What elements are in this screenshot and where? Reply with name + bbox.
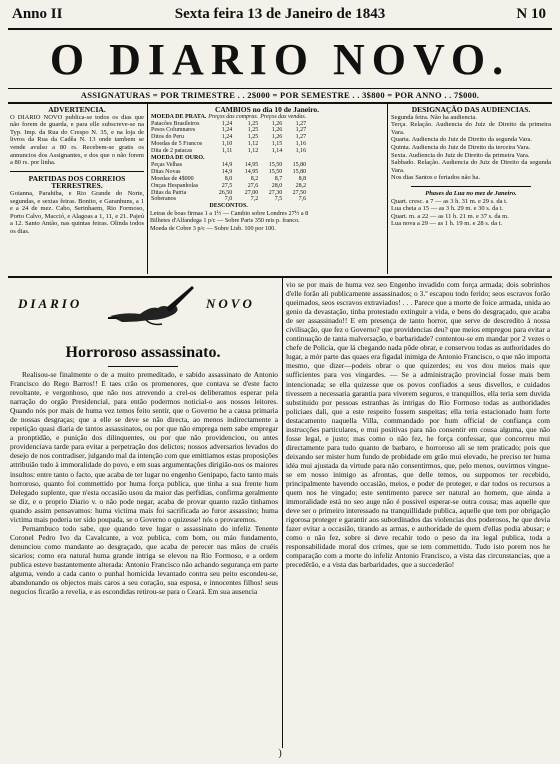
audiencia-line: Segunda feira. Não ha audiencia. [391,113,477,121]
issue-line [8,4,552,24]
ouro-coin: Soberanos [151,196,176,203]
lua-phase-line: Quart. m. a 22 — as 11 h. 21 m. e 37 s. da m. [391,212,509,220]
ouro-price: 7,5 [274,196,283,203]
ouro-price: 14,95 [244,168,259,175]
desconto-line: Bilhetes d'Alfandega 1 p/c — Sobre Paris 350 reis p. franco. [150,217,300,225]
ouro-coin: Moedas de 4$000 [151,175,194,182]
divider [387,104,388,274]
ouro-price: 8,0 [224,175,233,182]
issue-year: Anno II [12,6,63,22]
lua-phase-line: Quart. cresc. a 7 — as 3 h. 31 m. e 29 s. da t. [391,197,508,205]
desconto-line: Letras de boas firmas 1 a 1½ — Cambio sobre Londres 27½ a 8 [150,210,309,218]
diario-novo-emblem [14,282,276,332]
lua-phase-line: Lua cheia a 15 — as 3 h. 29 m. e 30 s. da t. [391,205,504,213]
ouro-price: 27,6 [247,182,259,189]
audiencias-list [391,114,551,182]
prata-row [150,148,307,155]
cambios-column [150,106,384,232]
desconto-line: Moeda de Cobre 3 p/c — Sobre Lisb. 100 por 100. [150,224,276,232]
audiencia-line: Terça. Relação. Audiencia do Juiz de Direito da primeira Vara. [391,121,551,136]
audiencia-line: Sexta. Audiencia do Juiz de Direito da primeira Vara. [391,151,530,159]
prata-price: 1,24 [221,127,233,134]
divider [8,102,552,104]
article-title: Horroroso assassinato. [65,344,221,361]
prata-price: 1,25 [247,134,259,141]
masthead-title: O DIARIO NOVO. [49,35,511,84]
prata-price: 1,26 [271,120,283,127]
prata-price: 1,25 [247,127,259,134]
ouro-coin: Onças Hespanholas [151,182,199,189]
newspaper-page [8,4,552,760]
audiencias-column [391,106,551,228]
audiencia-line: Quinta. Audiencia do Juiz de Direito da terceira Vara. [391,143,531,151]
audiencias-title: DESIGNAÇÃO DAS AUDIENCIAS. [411,105,531,114]
ouro-price: 14,9 [221,161,233,168]
col-head-compras: Preços das compras. [208,113,259,120]
advertencia-title: ADVERTENCIA. [48,105,106,114]
audiencia-line: Nos dias Santos e feriados não ha. [391,174,480,182]
divider [108,366,178,367]
prata-row [150,127,307,134]
prata-price: 1,26 [271,127,283,134]
prata-coin: Pesos Columnares [151,127,196,134]
prata-row [150,134,307,141]
partidas-title: PARTIDAS DOS CORREIOS TERRESTRES. [28,173,126,191]
divider [10,171,144,172]
ouro-price: 26,50 [218,189,233,196]
page-footer-mark: ) [278,748,282,759]
ouro-price: 27,5 [221,182,233,189]
prata-row [150,141,307,148]
article-paragraph: Pernambuco todo sabe, que quando teve lugar o assassinato do infeliz Tenente Coronel Pedro Ivo da Cavalcante, a voz publica, com bom, ou máo fundamento, denunciou como mandante ao desgraçado, que acaba de perecer nas mãos de cruéis sicarios; como era natural huma grande intriga se elevou na Rio Formoso, e a ordem publica esteve bastantemente alterada: Antonio Francisco não achando segurança em parte alguma, vendo a cada canto o punhal homicida levantado contra seu peito escondeu-se, abandonando os objectos mais caros a seu coração, sua esposa, e innocentes filhos! seus negocios ficarão a revelia, e as escondidas retirou-se para o Ceará. Em sua ausencia [10,523,278,597]
article-right-column [286,280,550,744]
emblem-left-word: DIARIO [18,296,83,311]
col-head-vendas: Preços das vendas. [260,113,307,120]
issue-number: N 10 [516,6,546,22]
divider [8,28,552,30]
ouro-row [150,190,307,197]
ouro-coin: Ditas da Patria [151,189,187,196]
prata-price: 1,12 [247,141,259,148]
prata-title: MOEDA DE PRATA. [151,113,207,120]
divider [8,88,552,89]
prata-price: 1,24 [221,134,233,141]
prata-price: 1,10 [221,141,233,148]
issue-date: Sexta feira 13 de Janeiro de 1843 [174,6,386,22]
prata-price: 1,27 [295,120,307,127]
divider [411,186,531,187]
ouro-row [150,169,307,176]
prata-price: 1,12 [247,148,259,155]
article-left-column [10,370,278,744]
advertencia-column [10,106,144,236]
divider [282,278,283,748]
descontos-list [150,210,384,232]
lua-list [391,198,551,228]
partidas-text: Goianna, Parahiba, e Rio Grande do Norte, segundas, e sextas feiras. Bonito, e Garanhuns, a 1 e a 24 de mez. Cabo, Serinhaem, Rio Formoso, Porto Calvo, Macció, e Alagoas a 1, 11, e 21. Pajeú a 12. Santo Antão, nas quintas feiras. Olinda todos os dias. [10,189,144,235]
ouro-coin: Ditas Novas [151,168,181,175]
ouro-price: 15,50 [268,161,283,168]
article-paragraph: vio se por mais de huma vez seo Engenho invadido com força armada; dois sobrinhos d'elle forão ali publicamente assassinados; o 3.º escapou todo ferido; seos escravos forão queimados, seos escravos extraviados! . . . Parece que a morte de foice armada, unida ao genio da devastação, tinha protestado extinguir a vida, e bens do desgraçado, que acaba de ser assassinado!! E em presença de tanto horror, que serve de descredito à nossa civilisação, que fez o Governo? que providencias deu? que meios empregou para evitar a continuação de tanta malversação, e barbaridade? contentou-se em mandar por 2 vezes o chefe de Policia, que lá chegando nada pôde obrar, e conservou todas as authoridades do lugar, a mór parte das quaes era figadal inimiga de Antonio Francisco, o que não importa mesmo, que dizer—podeis obrar o que quizerdes; eu vos dou meios mais que sufficientes para vos vingardes. — Se a administração provincial fosse mais bem intencionada; se ella quizesse que os povos confiados a seus disvellos, e cuidados tivessem a necessaria garantia para viverem seguros, e tranquillos, ella teria sem duvida substituido por pessoas estranhas às intrigas do Rio Formoso todas as authoridades policiaes dali, que a este respeito fossem suspeitas; ella teria estacionado hum forte destacamento naquella Villa, commandado por hum official de confiança com instrucções particulares, e mui positivas para não consentir em cousa alguma, que não fosse legal, e justo; mas como o não fez, he força confessar, que concorreu mui directamente para tudo quanto de barbaro, e horroroso ali se tem praticado; pois que deixando ser mister hum fundo de probidade em grão mui elevado, he preciso ter huma idéa mui ajustada da virtude para não consentirmos, que, pelo menos, ouvirmos vingue-se em nosso inimigo as afrontas, que delle temos, ou suppomos ter recebido, principalmente havendo occasião, meios, e poder de proteger, e dar todos os recursos a quem nos he vingado; este sentimento parece ser natural ao homem, que ainda a immoralidade está no seo auge não é possivel esperar-se outra cousa; mas aquelle que deve ser o primeiro interessado na tranquillidade publica, aquelle que tem por obrigação rigorosa proteger e garantir aos subordinados das violencias dos poderosos, he que devia fazer evitar a occasião, tirando as armas, e authoridade de quem d'ellas podia abusar; e como o não fez, sobre si deve recahir todo o peso da ira legal publica, toda a responsabilidade moral dos crimes, que se tem commettido. Tudo isto porem nos he comparação com a morte do infeliz Antonio Francisco, a vista das circunstancias, que a precedêrão, e a vista das barbaridades, que a succederão! [286,280,550,570]
ouro-price: 27,30 [268,189,283,196]
prata-price: 1,16 [295,148,307,155]
prata-price: 1,15 [271,141,283,148]
lua-title: Phases da Lua no mez de Janeiro. [425,189,517,197]
ouro-price: 8,8 [298,175,307,182]
audiencia-line: Quarta. Audiencia do Juiz de Direito da segunda Vara. [391,136,533,144]
prata-coin: Ditos do Peru [151,134,184,141]
ouro-price: 15,80 [292,168,307,175]
ouro-price: 7,6 [298,196,307,203]
prata-row [150,121,307,128]
prata-price: 1,27 [295,134,307,141]
ouro-price: 27,50 [292,189,307,196]
advertencia-text: O DIARIO NOVO publica-se todos os dias que não forem de guarda, e para elle subscreve-se na Typ. Imp. da Rua do Crespo N. 35, e na loja de livros da Rua da Cadêa N. 13 onde tambem se vende avulso a 80 rs. Recebem-se gratis os annuncios dos Assignantes, e dos que o não forem a 80 rs. por linha. [10,113,144,167]
prata-coin: Moedas de 5 Francos [151,141,203,148]
divider [147,104,148,274]
ouro-price: 8,2 [250,175,259,182]
ouro-price: 14,9 [221,168,233,175]
descontos-title: DESCONTOS. [209,203,248,210]
hand-quill-icon [106,282,198,330]
ouro-price: 28,2 [295,182,307,189]
ouro-price: 15,50 [268,168,283,175]
lua-phase-line: Lua nova a 29 — as 1 h. 19 m. e 28 s. da t. [391,220,503,228]
prata-price: 1,24 [221,120,233,127]
ouro-row [150,162,307,169]
prata-price: 1,16 [295,141,307,148]
ouro-row [150,176,307,183]
ouro-price: 8,7 [274,175,283,182]
ouro-price: 27,00 [244,189,259,196]
prata-coin: Dita de 2 patacas [151,148,193,155]
ouro-row [150,183,307,190]
ouro-title: MOEDA DE OURO. [151,155,205,162]
divider [8,276,552,278]
subscription-prices: ASSIGNATURAS = POR TRIMESTRE . . 2$000 = POR SEMESTRE . . 3$800 = POR ANNO . . 7$000. [80,90,480,100]
cambios-title: CAMBIOS no dia 10 de Janeiro. [214,105,320,114]
cambios-table [150,114,307,211]
emblem-right-word: NOVO [206,296,255,311]
ouro-coin: Peças Velhas [151,161,183,168]
ouro-price: 15,80 [292,161,307,168]
prata-coin: Patacões Brasileiros [151,120,200,127]
prata-price: 1,14 [271,148,283,155]
ouro-price: 14,95 [244,161,259,168]
ouro-row [150,196,307,203]
prata-price: 1,25 [247,120,259,127]
audiencia-line: Sabbado. Relação. Audiencia do Juiz de Direito da segunda Vara. [391,159,551,174]
ouro-price: 28,0 [271,182,283,189]
ouro-price: 7,2 [250,196,259,203]
prata-price: 1,11 [221,148,233,155]
prata-price: 1,26 [271,134,283,141]
ouro-price: 7,0 [224,196,233,203]
article-paragraph: Realisou-se finalmente o de a muito premeditado, e sabido assassinato de Antonio Francisco do Rego Barros!! E taes crão os promenores, que contava se d'este facto revoltante, e vergonhoso, que não nos atrevendo a crel-os deliberamos esperar pela narração do orgão Presidencial, para então podermos noticial-o aos nossos leitores. Quando nós por mais de huma vez temos feito sentir, que o Governo he a causa primaria de nossas desgraças; que a elle se deve se não directa, ao menos indirectamente a repetição quasi diaria de tantos assassinatos, ou por que não emprega nem sabe empregar a pronptidão, e punição dos dilinquentes, ou por que não providenciou, ou antes providenciava tarde para evitar a perpetração dos delictos; nossos adversarios levados do desejo de nos contradiser, julgando mal da intenção com que emittiamos estas proposições attribuião tudo à immoralidade do povo, e em suas argumentações dirigião-nos os maiores insultos: entre tanto o facto, que acaba de ter lugar no engenho Genipapo, facto tanto mais horroroso, quanto foi commettido por huma força publica, que tinha a sua frente hum Delegado suplente, que n'esta occasião usou da maior das perfidias, confirma geralmente se diz, e o proprio Diario v. o não pode negar, acaba de provar quanto razão tinhamos quando assim pensavamos: huma victima mais foi sacrificada ao furor assassino; huma victima mais poderia ter sido poupada, se o Governo o quizesse! nós o provaremos. [10,370,278,524]
prata-price: 1,27 [295,127,307,134]
